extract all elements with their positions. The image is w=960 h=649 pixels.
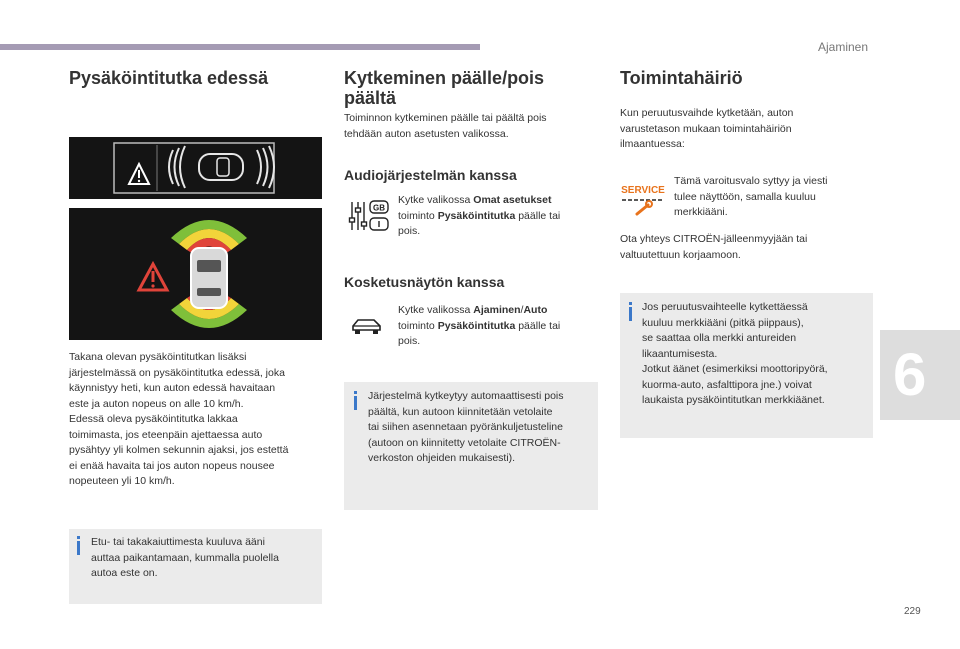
car-icon	[191, 248, 227, 308]
contact-dealer-text: Ota yhteys CITROËN-jälleenmyyjään tai valtuutettuun korjaamoon.	[620, 233, 808, 261]
info-note-speaker: Etu- tai takakaiuttimesta kuuluva ääni auttaa paikantamaan, kummalla puolella autoa este on.	[69, 529, 322, 604]
front-parking-sensor-title: Pysäköintitutka edessä	[69, 68, 269, 88]
header-accent-bar	[0, 44, 480, 50]
audio-settings-icon	[348, 198, 390, 239]
svg-text:GB: GB	[373, 203, 385, 213]
section-title: Ajaminen	[818, 40, 869, 54]
service-warning-icon	[620, 182, 666, 223]
switch-on-off-title: Kytkeminen päälle/pois päältä	[344, 68, 545, 108]
info-icon	[354, 396, 357, 410]
parking-sensor-display-image	[69, 208, 322, 340]
instrument-display-image	[69, 137, 322, 199]
car-top-view-icon	[199, 154, 243, 180]
chapter-number: 6	[893, 341, 927, 408]
info-note-sensor-dirt: Jos peruutusvaihteelle kytkettäessä kuuluu merkkiääni (pitkä piippaus), se saattaa olla merkki antureiden likaantumisesta. Jotkut äänet (esimerkiksi moottoripyörä, kuorma-auto, asfalttipora jne.) voivat laukaista pysäköintitutkan merkkiäänet.	[620, 293, 873, 438]
front-sensor-description: Takana olevan pysäköintitutkan lisäksi järjestelmässä on pysäköintitutka edessä, joka käynnistyy heti, kun auton edessä havaitaan este ja auton nopeus on alle 10 km/h. Edessä oleva pysäköintitutka lakkaa toimimasta, jos eteenpäin ajettaessa auto pysähtyy yli kolmen sekunnin ajaksi, jos estettä ei enää havaita tai jos auton nopeus nousee nopeuteen yli 10 km/h.	[69, 351, 289, 487]
warning-light-description: Tämä varoitusvalo syttyy ja viesti tulee näyttöön, samalla kuuluu merkkiääni.	[674, 175, 828, 218]
info-note-towbar: Järjestelmä kytkeytyy automaattisesti pois päältä, kun autoon kiinnitetään vetolaite tai siihen asennetaan pyöränkuljetusteline (autoon on kiinnitetty vetolaite CITROËN- verkoston ohjeiden mukaisesti).	[344, 382, 598, 510]
car-menu-icon	[350, 316, 384, 343]
red-warning-triangle-icon	[139, 264, 167, 290]
malfunction-title: Toimintahäiriö	[620, 68, 743, 88]
touchscreen-heading: Kosketusnäytön kanssa	[344, 274, 505, 290]
malfunction-intro: Kun peruutusvaihde kytketään, auton varustetason mukaan toimintahäiriön ilmaantuessa:	[620, 107, 794, 150]
info-icon	[77, 541, 80, 555]
audio-system-heading: Audiojärjestelmän kanssa	[344, 167, 517, 183]
info-icon	[629, 307, 632, 321]
audio-instructions: Kytke valikossa Omat asetukset toiminto Pysäköintitutka päälle tai pois.	[398, 194, 561, 237]
wrench-icon	[637, 201, 652, 214]
warning-triangle-icon	[129, 164, 149, 184]
svg-text:SERVICE: SERVICE	[621, 185, 665, 196]
switch-intro: Toiminnon kytkeminen päälle tai päältä pois tehdään auton asetusten valikossa.	[344, 112, 547, 140]
touchscreen-instructions: Kytke valikossa Ajaminen/Auto toiminto Pysäköintitutka päälle tai pois.	[398, 304, 561, 347]
page-number: 229	[904, 606, 921, 617]
